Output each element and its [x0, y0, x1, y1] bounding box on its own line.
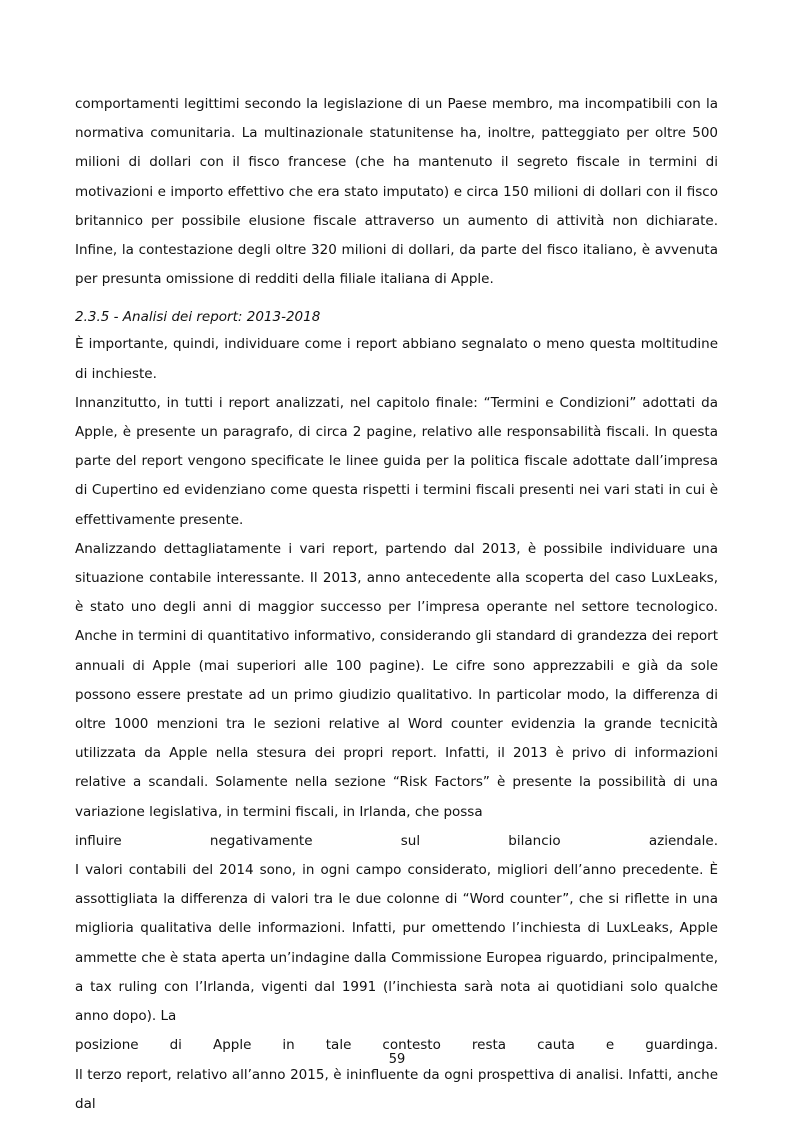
body-paragraph-3: Analizzando dettagliatamente i vari report, partendo dal 2013, è possibile individuare una situazione contabile interessante. Il 2013, anno antecedente alla scoperta del caso LuxLeaks, è stato uno degli anni di maggior successo per l’impresa operante nel settore tecnologico. Anche in termini di quantitativo informativo, considerando gli standard di grandezza dei report annuali di Apple (mai superiori alle 100 pagine). Le cifre sono apprezzabili e già da sole possono essere prestate ad un primo giudizio qualitativo. In particolar modo, la differenza di oltre 1000 menzioni tra le sezioni relative al Word counter evidenzia la grande tecnicità utilizzata da Apple nella stesura dei propri report. Infatti, il 2013 è privo di informazioni relative a scandali. Solamente nella sezione “Risk Factors” è presente la possibilità di una variazione legislativa, in termini fiscali, in Irlanda, che possa: [75, 540, 718, 820]
body-paragraph-4: I valori contabili del 2014 sono, in ogni campo considerato, migliori dell’anno precedente. È assottigliata la differenza di valori tra le due colonne di “Word counter”, che si riflette in una miglioria qualitativa delle informazioni. Infatti, pur omettendo l’inchiesta di LuxLeaks, Apple ammette che è stata aperta un’indagine dalla Commissione Europea riguardo, principalmente, a tax ruling con l’Irlanda, vigenti dal 1991 (l’inchiesta sarà nota ai quotidiani solo qualche anno dopo). La: [75, 862, 718, 1025]
body-paragraph-continued: comportamenti legittimi secondo la legislazione di un Paese membro, ma incompatibili con la normativa comunitaria. La multinazionale statunitense ha, inoltre, patteggiato per oltre 500 milioni di dollari con il fisco francese (che ha mantenuto il segreto fiscale in termini di motivazioni e importo effettivo che era stato imputato) e circa 150 milioni di dollari con il fisco britannico per possibile elusione fiscale attraverso un aumento di attività non dichiarate. Infine, la contestazione degli oltre 320 milioni di dollari, da parte del fisco italiano, è avvenuta per presunta omissione di redditi della filiale italiana di Apple.: [75, 96, 718, 288]
document-page: [75, 90, 718, 1119]
section-heading: 2.3.5 - Analisi dei report: 2013-2018: [75, 309, 321, 326]
body-paragraph-3-last-line: influire negativamente sul bilancio aziendale.: [75, 832, 718, 849]
body-paragraph-5: Il terzo report, relativo all’anno 2015, è ininfluente da ogni prospettiva di analisi. Infatti, anche dal: [75, 1066, 718, 1112]
body-paragraph-1: È importante, quindi, individuare come i report abbiano segnalato o meno questa moltitudine di inchieste.: [75, 336, 718, 382]
body-paragraph-2: Innanzitutto, in tutti i report analizzati, nel capitolo finale: “Termini e Condizioni” adottati da Apple, è presente un paragrafo, di circa 2 pagine, relativo alle responsabilità fiscali. In questa parte del report vengono specificate le linee guida per la politica fiscale adottate dall’impresa di Cupertino ed evidenziano come questa rispetti i termini fiscali presenti nei vari stati in cui è effettivamente presente.: [75, 394, 718, 528]
body-paragraph-4-last-line: posizione di Apple in tale contesto resta cauta e guardinga.: [75, 1037, 718, 1054]
page-number: 59: [388, 1052, 406, 1067]
